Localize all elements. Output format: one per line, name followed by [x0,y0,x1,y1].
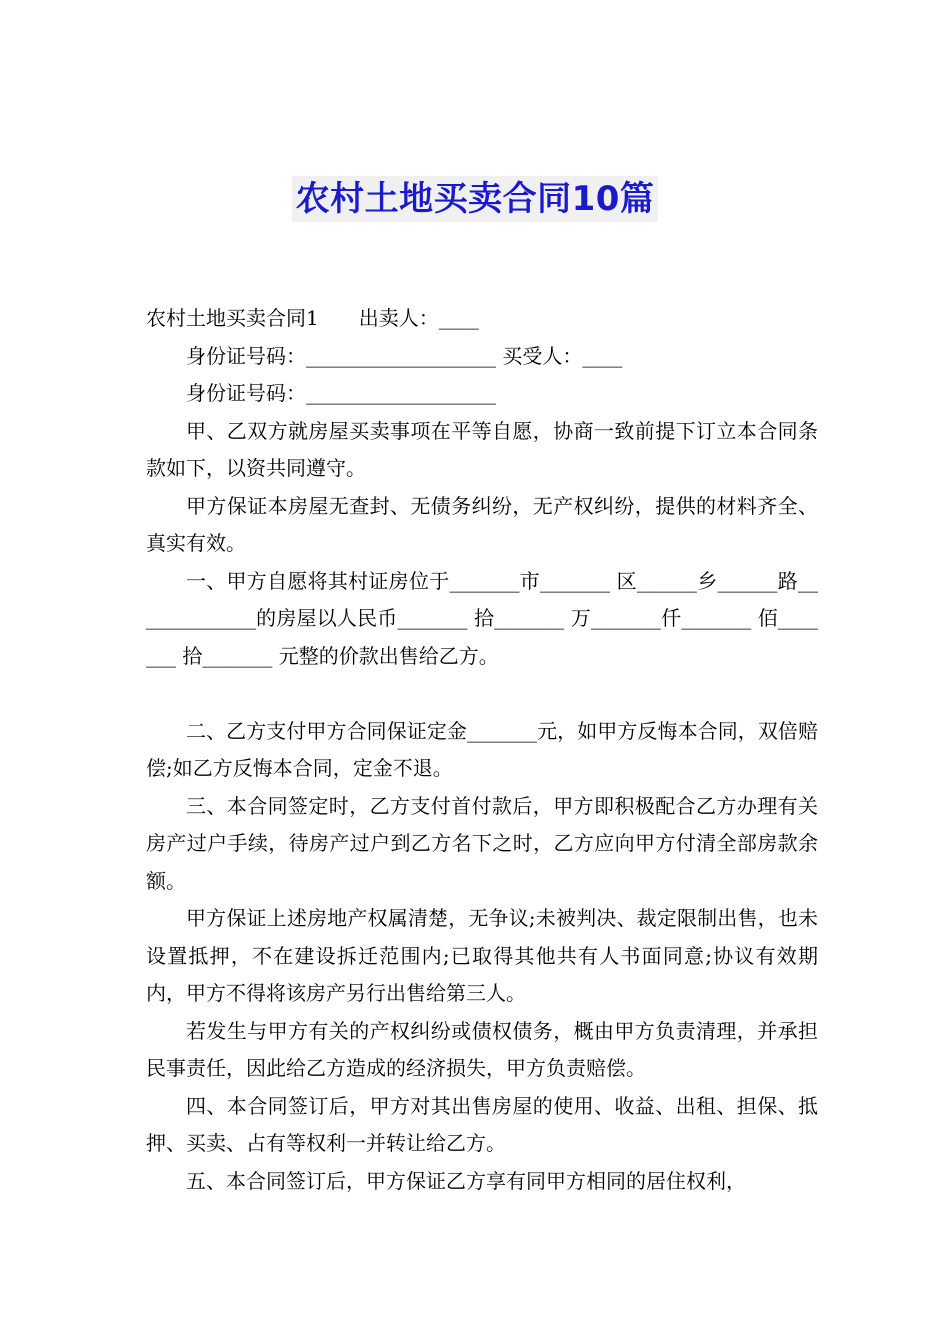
document-title: 农村土地买卖合同10篇 [292,176,659,222]
contract-heading-line [146,300,818,338]
title-container [0,176,950,222]
document-body [146,300,818,1200]
clause-3-paragraph: 三、本合同签定时，乙方支付首付款后，甲方即积极配合乙方办理有关房产过户手续，待房产过户到乙方名下之时，乙方应向甲方付清全部房款余额。 [146,793,818,893]
title-guarantee-paragraph: 甲方保证上述房地产权属清楚，无争议;未被判决、裁定限制出售，也未设置抵押，不在建设拆迁范围内;已取得其他共有人书面同意;协议有效期内，甲方不得将该房产另行出售给第三人。 [146,906,818,1005]
clause-2-paragraph: 二、乙方支付甲方合同保证定金_______元，如甲方反悔本合同，双倍赔偿;如乙方反悔本合同，定金不退。 [146,718,818,780]
preamble-paragraph: 甲、乙双方就房屋买卖事项在平等自愿，协商一致前提下订立本合同条款如下，以资共同遵守。 [146,418,818,480]
clause-4-paragraph: 四、本合同签订后，甲方对其出售房屋的使用、收益、出租、担保、抵押、买卖、占有等权利一并转让给乙方。 [146,1093,818,1155]
dispute-paragraph: 若发生与甲方有关的产权纠纷或债权债务，概由甲方负责清理，并承担民事责任，因此给乙方造成的经济损失，甲方负责赔偿。 [146,1018,818,1080]
seller-field: 出卖人：____ [358,306,479,330]
paragraph-spacer [146,675,818,713]
clause-5-paragraph: 五、本合同签订后，甲方保证乙方享有同甲方相同的居住权利， [186,1168,746,1193]
contract-subtitle: 农村土地买卖合同1 [146,306,319,330]
seller-id-line: 身份证号码：___________________ 买受人：____ [186,343,623,368]
guarantee-paragraph: 甲方保证本房屋无查封、无债务纠纷，无产权纠纷，提供的材料齐全、真实有效。 [146,493,818,555]
buyer-id-line: 身份证号码：___________________ [186,381,496,405]
clause-1-paragraph: 一、甲方自愿将其村证房位于_______市_______ 区______乡______路_____________的房屋以人民币_______ 拾_______ 万_______仟_______ 佰_______ 拾_______ 元整的价款出售给乙方。 [146,568,818,668]
